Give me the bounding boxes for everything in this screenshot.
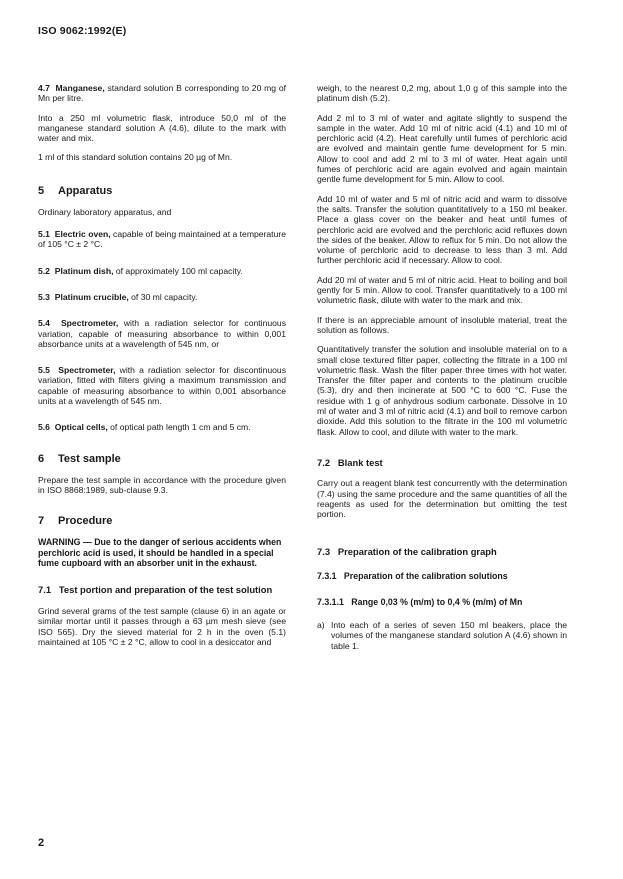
- clause-5-2: 5.2 Platinum dish, of approximately 100 ml capacity.: [38, 265, 243, 276]
- clause-7-3-1-heading: 7.3.1 Preparation of the calibration solutions: [317, 571, 508, 582]
- clause-7-3-1-1-heading: 7.3.1.1 Range 0,03 % (m/m) to 0,4 % (m/m) of Mn: [317, 596, 523, 607]
- clause-4-7-preparation: Into a 250 ml volumetric flask, introduce 50,0 ml of the manganese standard solution A (4.6), dilute to the mark with water and mix.: [38, 112, 286, 144]
- section-7-heading: 7 Procedure: [38, 515, 113, 528]
- clause-7-3-heading: 7.3 Preparation of the calibration graph: [317, 545, 497, 557]
- standard-header: ISO 9062:1992(E): [38, 25, 127, 37]
- right-column: [317, 83, 567, 651]
- clause-7-2-heading: 7.2 Blank test: [317, 456, 383, 468]
- clause-4-7: 4.7 Manganese, standard solution B corresponding to 20 mg of Mn per litre.: [38, 83, 286, 104]
- clause-7-2-text: Carry out a reagent blank test concurrently with the determination (7.4) using the same procedure and the same quantities of all the reagents as used for the determination but omitting the test portion.: [317, 478, 567, 520]
- insoluble-paragraph: If there is an appreciable amount of insoluble material, treat the solution as follows.: [317, 314, 567, 335]
- section-6-text: Prepare the test sample in accordance with the procedure given in ISO 8868:1989, sub-clause 9.3.: [38, 474, 286, 495]
- clause-5-5: 5.5 Spectrometer, with a radiation selector for discontinuous variation, fitted with filters giving a maximum transmission and capable of measuring absorbance to within 0,001 absorbance units at a wavelength of 545 nm.: [38, 365, 287, 407]
- warning-text: WARNING — Due to the danger of serious accidents when perchloric acid is used, it should be handled in a special fume cupboard with an absorber unit in the exhaust.: [38, 537, 282, 569]
- clause-5-4: 5.4 Spectrometer, with a radiation selector for continuous variation, capable of measuring absorbance to within 0,001 absorbance units at a wavelength of 545 nm, or: [38, 318, 286, 349]
- page-number: 2: [38, 837, 45, 849]
- list-item-a: a) Into each of a series of seven 150 ml beakers, place the volumes of the manganese standard solution A (4.6) shown in table 1.: [317, 620, 567, 651]
- dissolve-salts-paragraph: Add 10 ml of water and 5 ml of nitric acid and warm to dissolve the salts. Transfer the solution quantitatively to a 150 ml beaker. Place a glass cover on the beaker and heat until fumes of perchloric acid are evolved and the perchloric acid refluxes down the sides of the beaker. Allow to reflux for 5 min. Do not allow the volume of perchloric acid to decrease to less than 3 ml. Add further perchloric acid if necessary. Allow to cool.: [317, 193, 567, 266]
- clause-4-7-concentration: 1 ml of this standard solution contains 20 µg of Mn.: [38, 152, 233, 163]
- section-5-heading: 5 Apparatus: [38, 184, 113, 197]
- left-column: [38, 83, 286, 656]
- section-6-heading: 6 Test sample: [38, 452, 121, 465]
- filter-paragraph: Quantitatively transfer the solution and insoluble material on to a small close textured filter paper, collecting the filtrate in a 100 ml volumetric flask. Wash the filter paper three times with hot water. Transfer the filter paper and contents to the platinum crucible (5.3), dry and then incinerate at 500 °C to 600 °C. Fuse the residue with 1 g of anhydrous sodium carbonate. Dissolve in 10 ml of water and 3 ml of nitric acid (4.1) and boil to remove carbon dioxide. Add this solution to the filtrate in the 100 ml volumetric flask. Allow to cool, and dilute with water to the mark.: [317, 344, 567, 437]
- weigh-paragraph: weigh, to the nearest 0,2 mg, about 1,0 g of this sample into the platinum dish (5.2).: [317, 83, 567, 104]
- clause-7-1-text: Grind several grams of the test sample (clause 6) in an agate or similar mortar until it passes through a 63 µm mesh sieve (see ISO 565). Dry the sieved material for 2 h in the oven (5.1) maintained at 105 °C ± 2 °C, allow to cool in a desiccator and: [38, 605, 286, 647]
- boil-paragraph: Add 20 ml of water and 5 ml of nitric acid. Heat to boiling and boil gently for 5 min. Allow to cool. Transfer quantitatively to a 100 ml volumetric flask, dilute with water to the mark and mix.: [317, 274, 567, 306]
- section-5-intro: Ordinary laboratory apparatus, and: [38, 206, 172, 217]
- clause-5-6: 5.6 Optical cells, of optical path length 1 cm and 5 cm.: [38, 422, 251, 433]
- add-water-paragraph: Add 2 ml to 3 ml of water and agitate slightly to suspend the sample in the water. Add 10 ml of nitric acid (4.1) and 10 ml of perchloric acid (4.2). Heat carefully until fumes of perchloric acid are evolved and maintain gentle fume development for 5 min. Allow to cool and add 2 ml to 3 ml of water. Heat again until fumes of perchloric acid are again evolved and again maintain gentle fume development for 5 min. Allow to cool.: [317, 112, 567, 185]
- clause-5-1: 5.1 Electric oven, capable of being maintained at a temperature of 105 °C ± 2 °C.: [38, 229, 286, 250]
- clause-5-3: 5.3 Platinum crucible, of 30 ml capacity.: [38, 291, 198, 302]
- clause-7-1-heading: 7.1 Test portion and preparation of the test solution: [38, 584, 273, 596]
